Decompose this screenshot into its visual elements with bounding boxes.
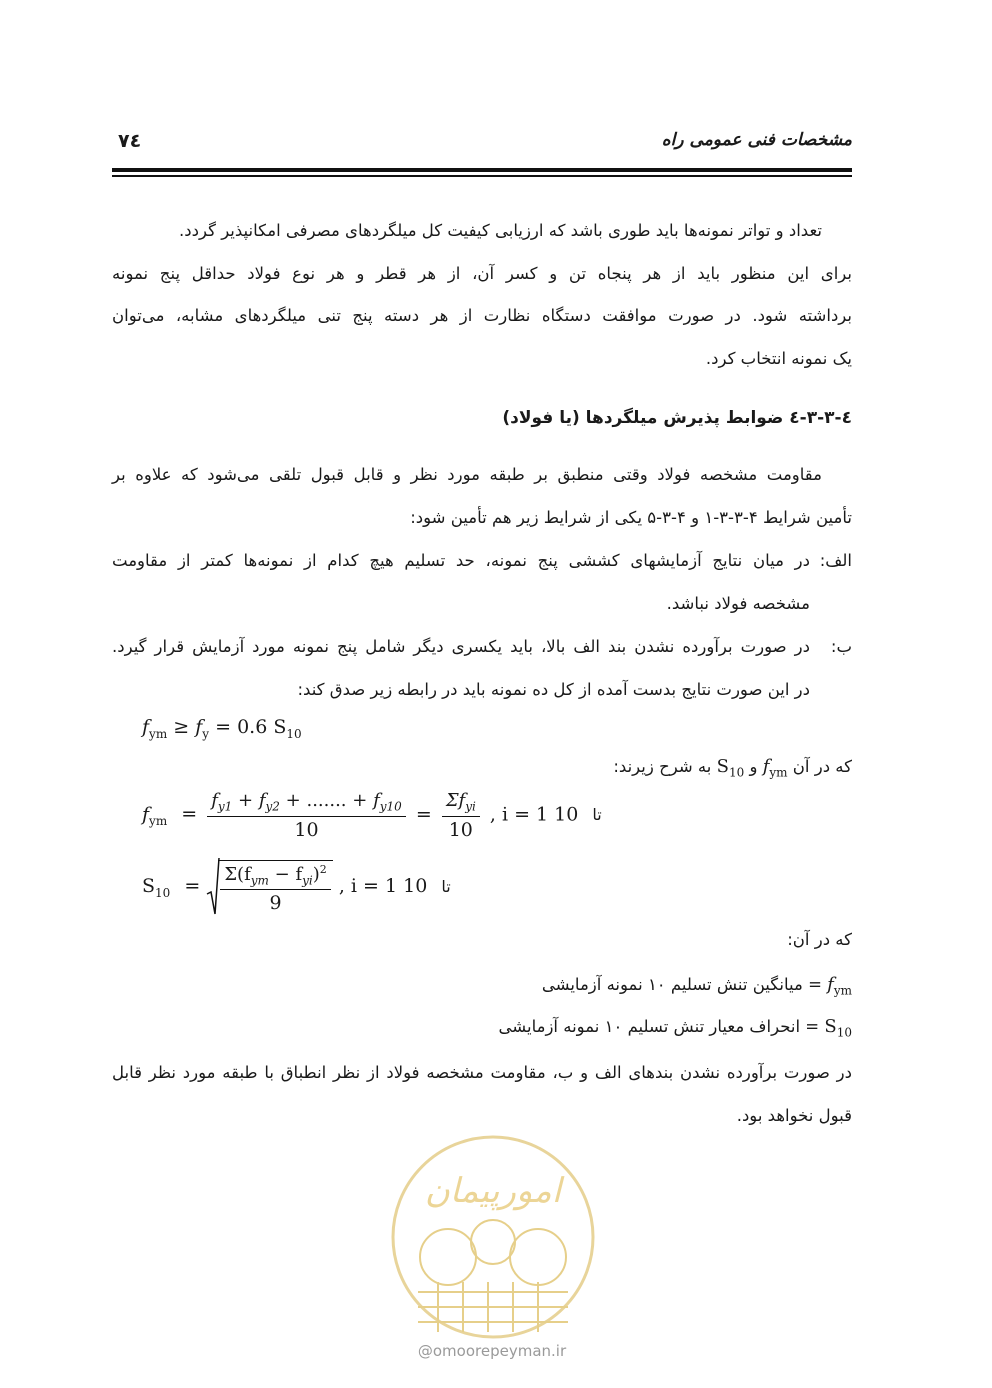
closing-line-1: در صورت برآورده نشدن بندهای الف و ب، مقاومت مشخصه فولاد از نظر انطباق با طبقه مورد نظر قابل [112,1063,852,1082]
item-a-line-2: مشخصه فولاد نباشد. [666,593,810,613]
intro-paragraph [112,210,852,380]
item-b-label: ب: [830,637,852,656]
watermark-site: @omoorepeyman.ir [417,1342,567,1360]
svg-text:امورپیمان: امورپیمان [424,1171,562,1211]
formula-condition: $f_{ym} \ge f_y = 0.6$ $S_{10}$ [142,716,302,741]
section-line-2: تأمین شرایط ۴-۳-۳-۱ و ۴-۳-۵ یکی از شرایط زیر هم تأمین شود: [410,507,852,527]
item-b-line-2: در این صورت نتایج بدست آمده از کل ده نمونه باید در رابطه زیر صدق کند: [297,679,810,699]
mean-fraction: $\frac{f_{y1} + f_{y2} + ....... + f_{y10}}{10}$ [207,790,406,841]
intro-line-2: برای این منظور باید از هر پنجاه تن و کسر آن، از هر قطر و هر نوع فولاد حداقل پنج نمونه [112,263,852,283]
item-b-line-1: در صورت برآورده نشدن بند الف بالا، باید یکسری دیگر شامل پنج نمونه مورد آزمایش قرار گیرد. [112,637,810,656]
item-a-line-1: در میان نتایج آزمایشهای کششی پنج نمونه، حد تسلیم هیچ کدام از نمونه‌ها کمتر از مقاومت [112,551,810,570]
intro-line-1: تعداد و تواتر نمونه‌ها باید طوری باشد که ارزیابی کیفیت کل میلگردهای مصرفی امکانپذیر گردد. [179,221,822,240]
page-number: ۷٤ [118,130,142,152]
definition-s10: $S_{10}$ = انحراف معیار تنش تسلیم ۱۰ نمونه آزمایشی [498,1016,852,1040]
definition-fym: $f_{ym}$ = میانگین تنش تسلیم ۱۰ نمونه آزمایشی [541,974,852,998]
item-a [112,540,852,625]
header-rule-thick [112,168,852,172]
formula-mean: $f_{ym}$ = $\frac{f_{y1} + f_{y2} + ....... + f_{y10}}{10}$ = $\frac{\Sigma f_{yi}}{10}$ , i = 1 تا 10 [142,790,602,841]
section-heading: ٤-۳-۳-٤ ضوابط پذیرش میلگردها (یا فولاد) [502,408,852,428]
closing-line-2: قبول نخواهد بود. [736,1105,852,1125]
item-b [112,626,852,711]
intro-line-4: یک نمونه انتخاب کرد. [705,348,852,368]
section-paragraph [112,454,852,539]
header-rule-thin [112,175,852,177]
intro-line-3: برداشته شود. در صورت موافقت دستگاه نظارت از هر دسته پنج تنی میلگردهای مشابه، می‌توان [112,306,852,325]
section-line-1: مقاومت مشخصه فولاد وقتی منطبق بر طبقه مورد نظر و قابل قبول تلقی می‌شود که علاوه بر [112,465,822,484]
formula-stddev: $S_{10}$ = $\frac{\Sigma(f_{ym} - f_{yi})^2}{9}$ , i = 1 تا 10 [142,856,459,918]
running-title: مشخصات فنی عمومی راه [661,130,852,150]
closing-paragraph [112,1052,852,1137]
where-statement: که در آن $f_{ym}$ و $S_{10}$ به شرح زیرند: [613,756,852,780]
watermark-logo [388,1132,598,1342]
sum-fraction: $\frac{\Sigma f_{yi}}{10}$ [442,790,480,841]
definitions-intro: که در آن: [787,930,852,949]
item-a-label: الف: [819,551,852,570]
page-header [112,122,852,162]
